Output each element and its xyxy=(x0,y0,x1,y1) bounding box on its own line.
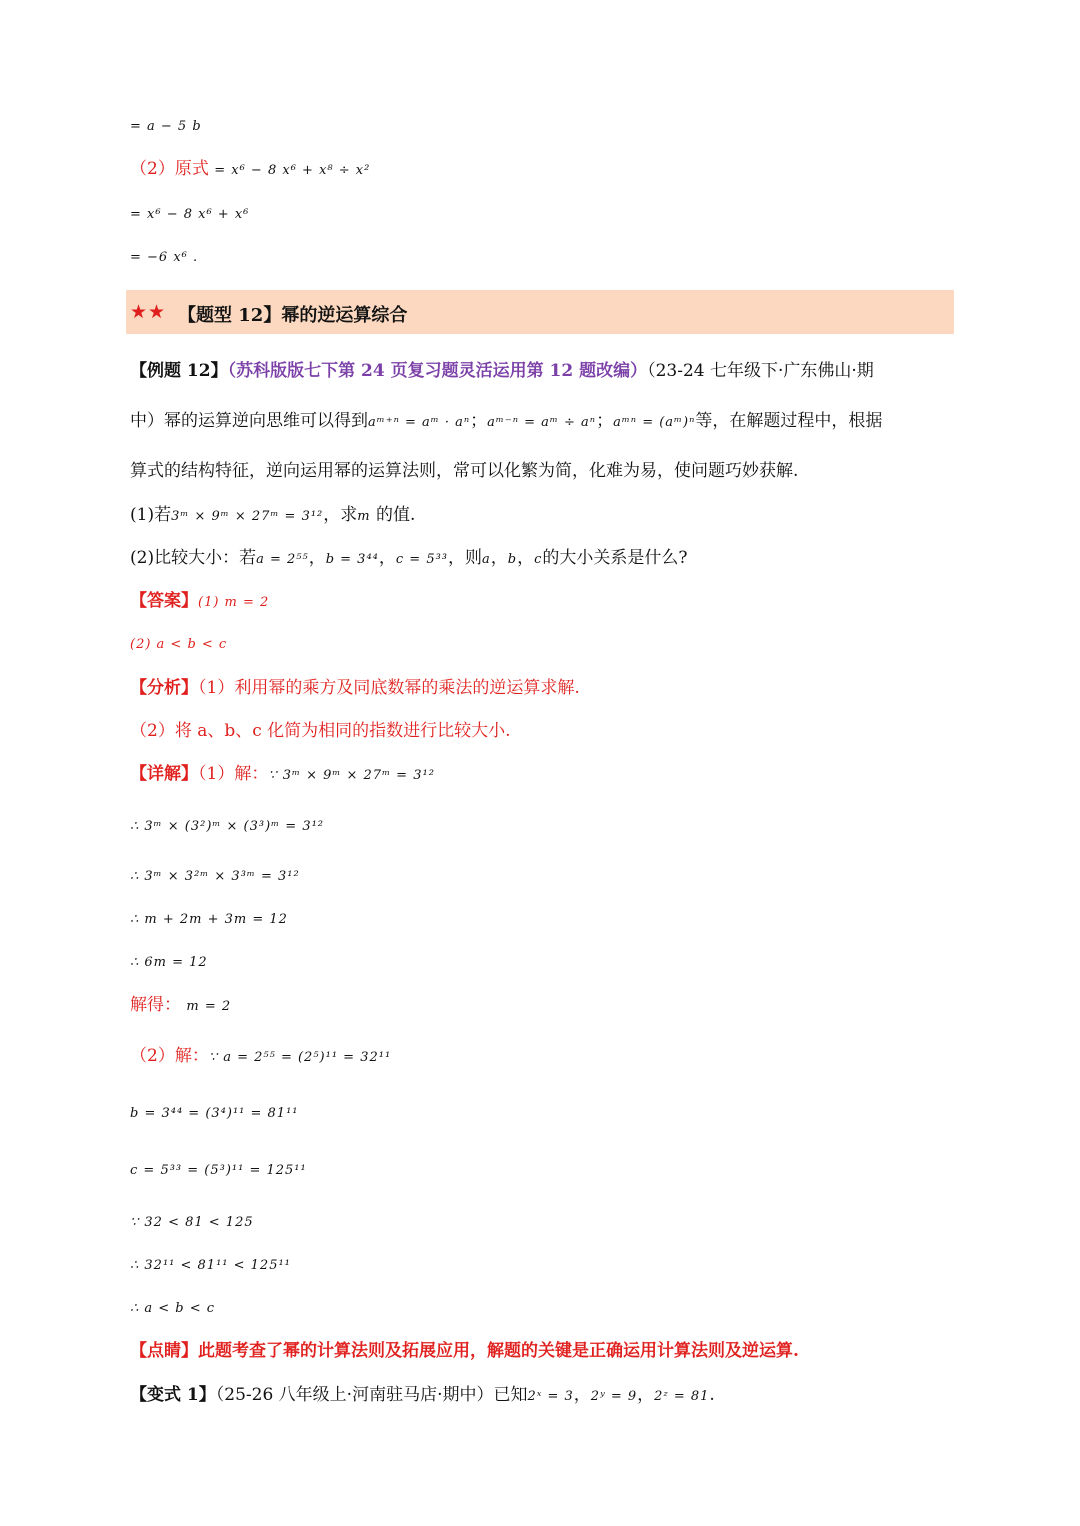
detail-line-1 xyxy=(130,763,435,787)
example-line-2-end: 等，在解题过程中，根据 xyxy=(695,411,883,431)
solved-value: m = 2 xyxy=(186,999,232,1014)
section-heading xyxy=(126,290,954,334)
answer-1: (1) m = 2 xyxy=(198,595,270,610)
var-a: a xyxy=(482,552,491,567)
variant-text: （25-26 八年级上·河南驻马店·期中）已知 xyxy=(215,1385,528,1405)
variant-formula-3: 2ᶻ = 81 xyxy=(654,1389,710,1404)
question-1-formula: 3ᵐ × 9ᵐ × 27ᵐ = 3¹² xyxy=(171,509,324,524)
comment-line xyxy=(130,1340,799,1362)
question-1-prefix: (1)若 xyxy=(130,505,172,525)
question-2-prefix: (2)比较大小：若 xyxy=(130,548,257,568)
variant-end: . xyxy=(709,1385,715,1405)
example-line-2 xyxy=(130,410,882,434)
answer-label: 【答案】 xyxy=(130,591,198,611)
example-line-2-text: 中）幂的运算逆向思维可以得到 xyxy=(130,411,368,431)
analysis-text-1: （1）利用幂的乘方及同底数幂的乘法的逆运算求解. xyxy=(198,678,580,698)
detail-step-2: ∴ 3ᵐ × (3²)ᵐ × (3³)ᵐ = 3¹² xyxy=(130,819,325,834)
answer-2: (2) a < b < c xyxy=(130,637,228,652)
analysis-line-2: （2）将 a、b、c 化简为相同的指数进行比较大小. xyxy=(130,721,511,741)
detail-part2-step-2: b = 3⁴⁴ = (3⁴)¹¹ = 81¹¹ xyxy=(130,1106,299,1121)
question-1 xyxy=(130,504,415,528)
var-b: b xyxy=(507,552,518,567)
comma: ， xyxy=(308,548,326,568)
comment-label: 【点睛】 xyxy=(130,1341,198,1361)
detail-part2-step-4: ∵ 32 < 81 < 125 xyxy=(130,1215,254,1230)
example-line-3: 算式的结构特征，逆向运用幂的运算法则，常可以化繁为简，化难为易，使问题巧妙获解. xyxy=(130,461,799,481)
question-1-end: 的值. xyxy=(376,505,416,525)
formula-power-rule: aᵐⁿ = (aᵐ)ⁿ xyxy=(613,415,696,430)
question-2-mid: ，则 xyxy=(448,548,483,568)
variant-formula-1: 2ˣ = 3 xyxy=(527,1389,574,1404)
question-2-a: a = 2⁵⁵ xyxy=(256,552,309,567)
prev-part2-label: （2）原式 xyxy=(130,159,209,179)
question-2-c: c = 5³³ xyxy=(395,552,449,567)
comma: ， xyxy=(573,1385,591,1405)
separator: ； xyxy=(470,411,488,431)
prev-line-1: = a − 5 b xyxy=(130,119,202,134)
detail-step-3: ∴ 3ᵐ × 3²ᵐ × 3³ᵐ = 3¹² xyxy=(130,869,300,884)
prev-line-2 xyxy=(130,158,370,182)
detail-step-5: ∴ 6m = 12 xyxy=(130,955,208,970)
answer-line-1 xyxy=(130,590,269,614)
detail-solved xyxy=(130,994,231,1018)
question-2 xyxy=(130,547,688,571)
variant-line xyxy=(130,1384,715,1408)
star-icon: ★★ xyxy=(130,301,167,323)
comment-text: 此题考查了幂的计算法则及拓展应用，解题的关键是正确运用计算法则及逆运算. xyxy=(198,1341,799,1361)
analysis-label: 【分析】 xyxy=(130,678,198,698)
separator: ； xyxy=(596,411,614,431)
analysis-line-1 xyxy=(130,677,580,699)
question-2-end: 的大小关系是什么? xyxy=(542,548,688,568)
section-heading-text: 【题型 12】幂的逆运算综合 xyxy=(178,305,408,326)
variant-formula-2: 2ʸ = 9 xyxy=(590,1389,638,1404)
detail-label: 【详解】 xyxy=(130,764,198,784)
comma: ， xyxy=(378,548,396,568)
detail-step-1: ∵ 3ᵐ × 9ᵐ × 27ᵐ = 3¹² xyxy=(268,768,435,783)
prev-line-4: = −6 x⁶ . xyxy=(130,250,199,265)
detail-part2-step-5: ∴ 32¹¹ < 81¹¹ < 125¹¹ xyxy=(130,1258,291,1273)
variant-label: 【变式 1】 xyxy=(130,1385,216,1405)
prev-formula-2: = x⁶ − 8 x⁶ + x⁸ ÷ x² xyxy=(214,163,371,178)
example-tail: （23-24 七年级下·广东佛山·期 xyxy=(647,361,874,381)
comma: ， xyxy=(517,548,535,568)
detail-part2-step-3: c = 5³³ = (5³)¹¹ = 125¹¹ xyxy=(130,1163,307,1178)
detail-part2-label: （2）解： xyxy=(130,1046,209,1066)
detail-part2-line-1 xyxy=(130,1045,391,1069)
solved-label: 解得： xyxy=(130,995,181,1015)
question-2-b: b = 3⁴⁴ xyxy=(325,552,379,567)
example-label: 【例题 12】 xyxy=(130,361,228,381)
example-line-1 xyxy=(130,360,874,382)
detail-part2-step-6: ∴ a < b < c xyxy=(130,1301,216,1316)
prev-line-3: = x⁶ − 8 x⁶ + x⁶ xyxy=(130,207,250,222)
detail-step-4: ∴ m + 2m + 3m = 12 xyxy=(130,912,288,927)
formula-product-rule: aᵐ⁺ⁿ = aᵐ · aⁿ xyxy=(368,415,471,430)
comma: ， xyxy=(637,1385,655,1405)
detail-part1-label: （1）解： xyxy=(198,764,269,784)
detail-part2-step-1: ∵ a = 2⁵⁵ = (2⁵)¹¹ = 32¹¹ xyxy=(208,1050,392,1065)
example-source: （苏科版版七下第 24 页复习题灵活运用第 12 题改编） xyxy=(227,361,648,381)
comma: ， xyxy=(490,548,508,568)
question-1-mid: ，求 xyxy=(323,505,358,525)
question-1-var: m xyxy=(357,509,371,524)
formula-quotient-rule: aᵐ⁻ⁿ = aᵐ ÷ aⁿ xyxy=(487,415,597,430)
var-c: c xyxy=(534,552,543,567)
